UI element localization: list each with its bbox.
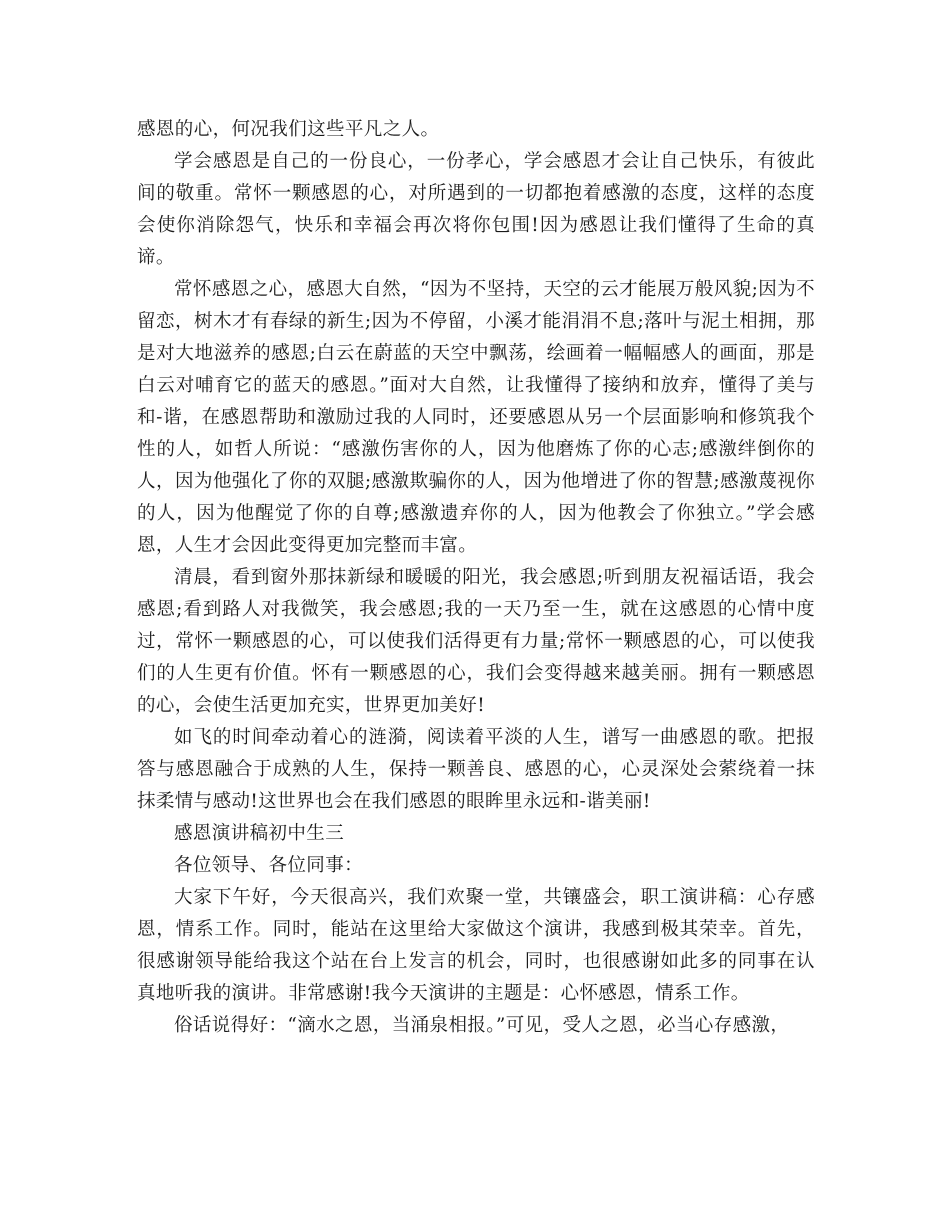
paragraph-4: 清晨，看到窗外那抹新绿和暖暖的阳光，我会感恩;听到朋友祝福话语，我会感恩;看到路人对我微笑，我会感恩;我的一天乃至一生，就在这感恩的心情中度过，常怀一颗感恩的心，可以使我们活得更有力量;常怀一颗感恩的心，可以使我们的人生更有价值。怀有一颗感恩的心，我们会变得越来越美丽。拥有一颗感恩的心，会使生活更加充实，世界更加美好! (137, 567, 815, 716)
paragraph-7: 俗话说得好：“滴水之恩，当涌泉相报。”可见，受人之恩，必当心存感激， (174, 1015, 790, 1036)
paragraph-2: 学会感恩是自己的一份良心，一份孝心，学会感恩才会让自己快乐，有彼此间的敬重。常怀一颗感恩的心，对所遇到的一切都抱着感激的态度，这样的态度会使你消除怨气，快乐和幸福会再次将你包围!因为感恩让我们懂得了生命的真谛。 (137, 151, 815, 268)
paragraph-1: 感恩的心，何况我们这些平凡之人。 (137, 119, 440, 140)
salutation: 各位领导、各位同事： (174, 855, 364, 876)
paragraph-5: 如飞的时间牵动着心的涟漪，阅读着平淡的人生，谱写一曲感恩的歌。把报答与感恩融合于成熟的人生，保持一颗善良、感恩的心，心灵深处会萦绕着一抹抹柔情与感动!这世界也会在我们感恩的眼眸里永远和-谐美丽! (137, 727, 815, 812)
paragraph-3: 常怀感恩之心，感恩大自然，“因为不坚持，天空的云才能展万般风貌;因为不留恋，树木才有春绿的新生;因为不停留，小溪才能涓涓不息;落叶与泥土相拥，那是对大地滋养的感恩;白云在蔚蓝的天空中飘荡，绘画着一幅幅感人的画面，那是白云对哺育它的蓝天的感恩。”面对大自然，让我懂得了接纳和放弃，懂得了美与和-谐，在感恩帮助和激励过我的人同时，还要感恩从另一个层面影响和修筑我个性的人，如哲人所说：“感激伤害你的人，因为他磨炼了你的心志;感激绊倒你的人，因为他强化了你的双腿;感激欺骗你的人，因为他增进了你的智慧;感激蔑视你的人，因为他醒觉了你的自尊;感激遗弃你的人，因为他教会了你独立。”学会感恩，人生才会因此变得更加完整而丰富。 (137, 279, 815, 556)
section-heading: 感恩演讲稿初中生三 (174, 823, 345, 844)
paragraph-6: 大家下午好，今天很高兴，我们欢聚一堂，共镶盛会，职工演讲稿：心存感恩，情系工作。同时，能站在这里给大家做这个演讲，我感到极其荣幸。首先，很感谢领导能给我这个站在台上发言的机会，同时，也很感谢如此多的同事在认真地听我的演讲。非常感谢!我今天演讲的主题是：心怀感恩，情系工作。 (137, 887, 815, 1004)
document-page (137, 114, 815, 1042)
